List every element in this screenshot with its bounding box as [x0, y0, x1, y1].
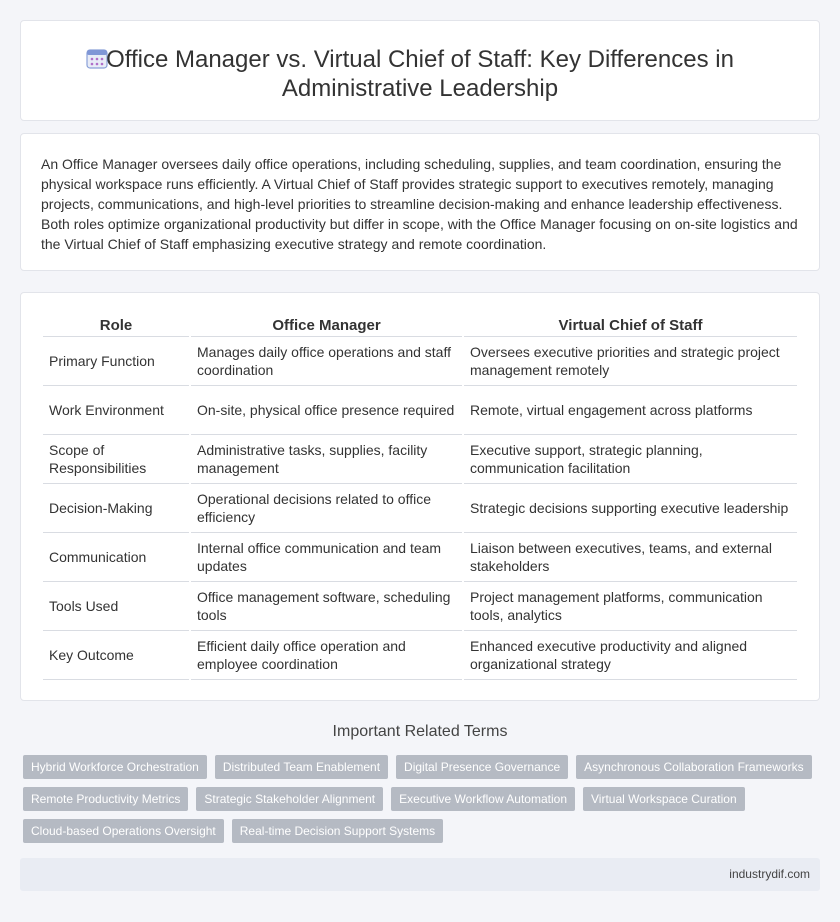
virtual-chief-cell: Oversees executive priorities and strategic project management remotely	[464, 337, 797, 386]
related-term-tag[interactable]: Executive Workflow Automation	[391, 787, 575, 811]
related-terms-heading: Important Related Terms	[332, 723, 508, 740]
related-term-tag[interactable]: Virtual Workspace Curation	[583, 787, 745, 811]
office-manager-cell: Office management software, scheduling tools	[191, 582, 462, 631]
table-header-row	[43, 315, 797, 337]
header-virtual-chief-of-staff: Virtual Chief of Staff	[464, 315, 797, 337]
office-manager-cell: Manages daily office operations and staff coordination	[191, 337, 462, 386]
related-term-tag[interactable]: Distributed Team Enablement	[215, 755, 388, 779]
page-title: Office Manager vs. Virtual Chief of Staff: Key Differences in Administrative Leadership	[106, 46, 734, 102]
virtual-chief-cell: Enhanced executive productivity and aligned organizational strategy	[464, 631, 797, 680]
title-card	[20, 20, 820, 121]
related-term-tag[interactable]: Asynchronous Collaboration Frameworks	[576, 755, 811, 779]
row-label: Decision-Making	[43, 484, 189, 533]
comparison-card	[20, 292, 820, 701]
table-row	[43, 582, 797, 631]
virtual-chief-cell: Liaison between executives, teams, and external stakeholders	[464, 533, 797, 582]
related-term-tag[interactable]: Remote Productivity Metrics	[23, 787, 188, 811]
table-row	[43, 337, 797, 386]
virtual-chief-cell: Project management platforms, communication tools, analytics	[464, 582, 797, 631]
comparison-table	[41, 315, 799, 680]
office-manager-cell: Internal office communication and team updates	[191, 533, 462, 582]
virtual-chief-cell: Executive support, strategic planning, communication facilitation	[464, 435, 797, 484]
header-office-manager: Office Manager	[191, 315, 462, 337]
row-label: Key Outcome	[43, 631, 189, 680]
related-term-tag[interactable]: Hybrid Workforce Orchestration	[23, 755, 207, 779]
related-term-tag[interactable]: Cloud-based Operations Oversight	[23, 819, 224, 843]
table-row	[43, 386, 797, 435]
office-manager-cell: On-site, physical office presence required	[191, 386, 462, 435]
row-label: Work Environment	[43, 386, 189, 435]
footer	[20, 858, 820, 891]
row-label: Primary Function	[43, 337, 189, 386]
virtual-chief-cell: Strategic decisions supporting executive leadership	[464, 484, 797, 533]
related-term-tag[interactable]: Digital Presence Governance	[396, 755, 568, 779]
table-row	[43, 533, 797, 582]
row-label: Tools Used	[43, 582, 189, 631]
office-manager-cell: Operational decisions related to office efficiency	[191, 484, 462, 533]
table-row	[43, 631, 797, 680]
related-term-tag[interactable]: Real-time Decision Support Systems	[232, 819, 443, 843]
office-manager-cell: Administrative tasks, supplies, facility management	[191, 435, 462, 484]
related-terms-list	[23, 755, 823, 843]
related-term-tag[interactable]: Strategic Stakeholder Alignment	[196, 787, 383, 811]
header-role: Role	[43, 315, 189, 337]
table-row	[43, 435, 797, 484]
intro-paragraph: An Office Manager oversees daily office operations, including scheduling, supplies, and team coordination, ensuring the physical workspace runs efficiently. A Virtual Chief of Staff provides strategic support to executives remotely, managing projects, communications, and high-level priorities to streamline decision-making and enhance leadership effectiveness. Both roles optimize organizational productivity but differ in scope, with the Office Manager focusing on on-site logistics and the Virtual Chief of Staff emphasizing executive strategy and remote coordination.	[41, 156, 798, 252]
virtual-chief-cell: Remote, virtual engagement across platforms	[464, 386, 797, 435]
table-row	[43, 484, 797, 533]
row-label: Communication	[43, 533, 189, 582]
office-manager-cell: Efficient daily office operation and employee coordination	[191, 631, 462, 680]
intro-card	[20, 133, 820, 271]
footer-site-link[interactable]: industrydif.com	[729, 867, 810, 881]
row-label: Scope of Responsibilities	[43, 435, 189, 484]
